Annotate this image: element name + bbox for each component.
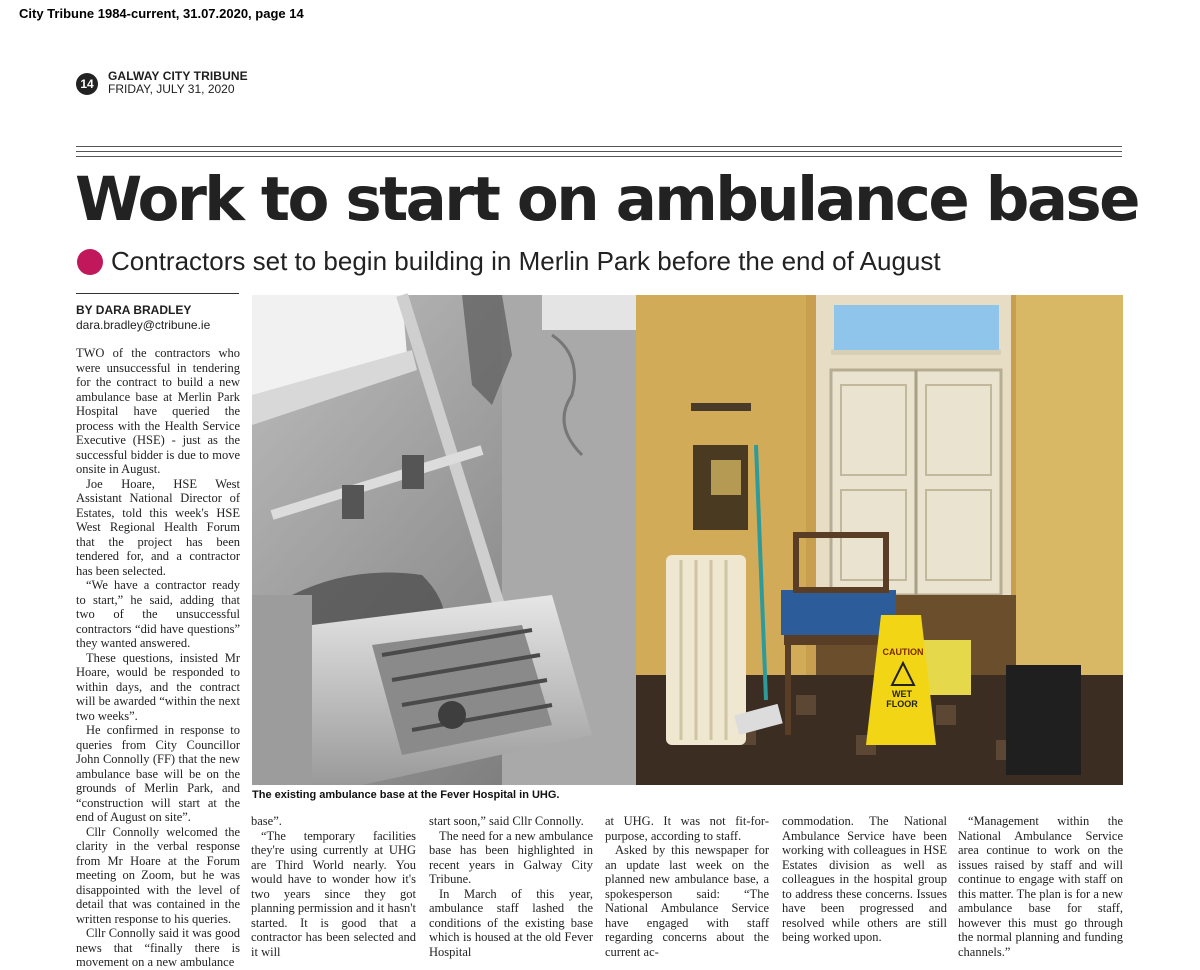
byline-name: BY DARA BRADLEY	[76, 303, 192, 317]
page-number-badge: 14	[76, 73, 98, 95]
byline-rule	[76, 293, 239, 294]
article-column-1	[76, 346, 240, 969]
paragraph: In March of this year, ambulance staff lashed the conditions of the existing base which is housed at the old Fever Hospital	[429, 886, 593, 959]
article-column-2	[251, 814, 416, 959]
standfirst-bullet-icon	[77, 249, 103, 275]
article-column-6	[958, 814, 1123, 959]
wet-floor-sign-floor: FLOOR	[886, 699, 918, 709]
photo-sink	[252, 295, 700, 785]
top-rule	[76, 146, 1122, 147]
photo-caption: The existing ambulance base at the Fever Hospital in UHG.	[252, 789, 560, 801]
masthead	[108, 70, 248, 96]
article-column-3	[429, 814, 593, 959]
paragraph: base”.	[251, 814, 282, 828]
byline-email[interactable]: dara.bradley@ctribune.ie	[76, 318, 211, 332]
paragraph: Cllr Connolly said it was good news that “finally there is movement on a new ambulance	[76, 926, 240, 969]
paragraph: He confirmed in response to queries from City Councillor John Connolly (FF) that the new ambulance base will be on the grounds of Merlin Park, and “construction will start at the end of August on site”.	[76, 723, 240, 824]
article-column-5	[782, 814, 947, 948]
paragraph: “The temporary facilities they're using currently at UHG are Third World nearly. You would have to wonder how it's two years since they got planning permission and it hasn't started. It is good that a contractor has been selected and it will	[251, 828, 416, 959]
paragraph: “Management within the National Ambulance Service area continue to work on the issues raised by staff and will continue to engage with staff on this matter. The plan is for a new ambulance base for staff, however this must go through the normal planning and funding channels.”	[958, 814, 1123, 959]
byline	[76, 303, 210, 333]
paragraph: at UHG. It was not fit-for-purpose, according to staff.	[605, 814, 769, 843]
source-line: City Tribune 1984-current, 31.07.2020, page 14	[19, 6, 304, 21]
standfirst: Contractors set to begin building in Merlin Park before the end of August	[111, 246, 941, 276]
photo-room-image	[636, 295, 1123, 785]
top-rule	[76, 151, 1122, 152]
paragraph: Cllr Connolly welcomed the clarity in the verbal response from Mr Hoare at the Forum meeting on Zoom, but he was disappointed with the level of detail that was contained in the written response to his queries.	[76, 824, 240, 926]
paragraph: commodation. The National Ambulance Service have been working with colleagues in HSE Estates division as well as colleagues in the hospital group to address these concerns. Issues have been progressed and resolved while others are still being worked upon.	[782, 814, 947, 944]
photo-sink-image	[252, 295, 700, 785]
paragraph: “We have a contractor ready to start,” he said, adding that two of the unsuccessful contractors “did have questions” they wanted answered.	[76, 578, 240, 650]
paragraph: TWO of the contractors who were unsuccessful in tendering for the contract to build a new ambulance base at Merlin Park Hospital have queried the process with the Health Service Executive (HSE) - just as the successful bidder is due to move onsite in August.	[76, 346, 240, 476]
issue-date: FRIDAY, JULY 31, 2020	[108, 82, 235, 96]
paragraph: Joe Hoare, HSE West Assistant National Director of Estates, told this week's HSE West Regional Health Forum that the project has been tendered for, and a contractor has been selected.	[76, 476, 240, 578]
paragraph: start soon,” said Cllr Connolly.	[429, 814, 584, 828]
top-rule	[76, 156, 1122, 157]
publication-name: GALWAY CITY TRIBUNE	[108, 69, 248, 83]
paragraph: Asked by this newspaper for an update last week on the planned new ambulance base, a spokesperson said: “The National Ambulance Service have engaged with staff regarding concerns about the current ac-	[605, 843, 769, 959]
paragraph: These questions, insisted Mr Hoare, would be responded to within days, and the contract will be awarded “within the next two weeks”.	[76, 650, 240, 723]
article-column-4	[605, 814, 769, 959]
wet-floor-sign-wet: WET	[892, 689, 912, 699]
photo-room	[636, 295, 1123, 785]
paragraph: The need for a new ambulance base has been highlighted in recent years in Galway City Tribune.	[429, 828, 593, 886]
wet-floor-sign-caution: CAUTION	[882, 647, 924, 657]
headline: Work to start on ambulance base	[75, 164, 1138, 235]
